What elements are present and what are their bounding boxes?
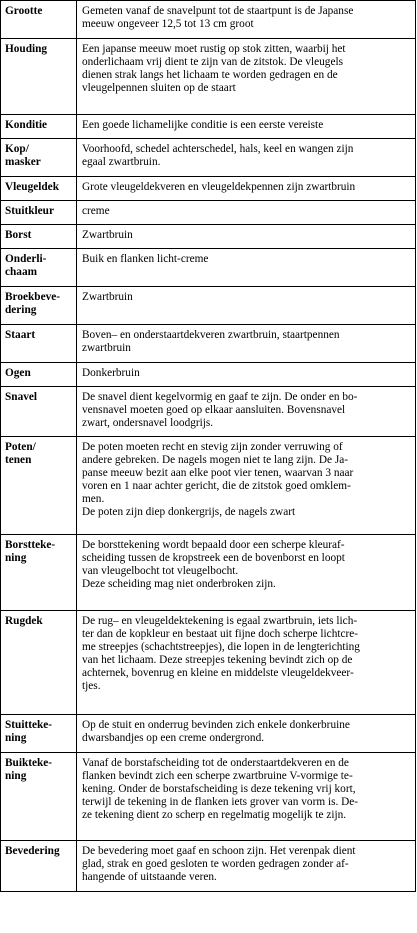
row-label-line: Konditie <box>5 119 48 131</box>
row-label <box>1 287 77 325</box>
row-label <box>1 249 77 287</box>
table-row <box>1 535 416 611</box>
row-label-line: Borst <box>5 229 32 241</box>
row-label-line: Onderli- <box>5 253 47 265</box>
standard-table-body <box>1 1 416 892</box>
table-row <box>1 177 416 201</box>
row-label-line: Bevedering <box>5 845 60 857</box>
row-description-line: egaal zwartbruin. <box>82 156 161 168</box>
table-row <box>1 325 416 363</box>
row-description-line: De bevedering moet gaaf en schoon zijn. Het verenpak dient <box>82 845 356 857</box>
table-row <box>1 39 416 115</box>
row-description <box>77 535 416 611</box>
row-description-line: Voorhoofd, schedel achterschedel, hals, keel en wangen zijn <box>82 143 354 155</box>
row-label-line: Staart <box>5 329 36 341</box>
row-description-line: hangende of uitstaande veren. <box>82 871 217 883</box>
row-description-line: Donkerbruin <box>82 367 140 379</box>
row-label-line: Buikteke- <box>5 757 53 769</box>
row-description-line: andere gebreken. De nagels mogen niet te lang zijn. De Ja- <box>82 454 348 466</box>
table-row <box>1 715 416 753</box>
row-label <box>1 39 77 115</box>
row-description <box>77 841 416 892</box>
row-label-line: chaam <box>5 266 38 278</box>
row-label <box>1 611 77 715</box>
table-row <box>1 611 416 715</box>
row-description <box>77 287 416 325</box>
row-label <box>1 1 77 39</box>
row-label-line: Stuitteke- <box>5 719 53 731</box>
row-description-line: scheiding tussen de kropstreek een de bovenborst en loopt <box>82 552 345 564</box>
row-description-line: Gemeten vanaf de snavelpunt tot de staartpunt is de Japanse <box>82 5 354 17</box>
row-description-line: vensnavel moeten goed op elkaar aansluiten. Bovensnavel <box>82 404 346 416</box>
row-label <box>1 535 77 611</box>
row-description <box>77 139 416 177</box>
row-description-line: zwartbruin <box>82 342 131 354</box>
table-row <box>1 363 416 387</box>
row-label <box>1 387 77 437</box>
row-description-line: Zwartbruin <box>82 229 133 241</box>
row-description-line: ze tekening dient zo scherp en regelmatig mogelijk te zijn. <box>82 809 347 821</box>
row-label <box>1 437 77 535</box>
row-label <box>1 225 77 249</box>
row-label-line: Ogen <box>5 367 31 379</box>
row-description <box>77 437 416 535</box>
row-description-line: Boven– en onderstaartdekveren zwartbruin, staartpennen <box>82 329 340 341</box>
row-description-line: van het lichaam. Deze streepjes tekening bevindt zich op de <box>82 654 353 666</box>
table-row <box>1 139 416 177</box>
row-description-line: me streepjes (schachtstreepjes), die lopen in de lengterichting <box>82 641 360 653</box>
row-label-line: Borstteke- <box>5 539 56 551</box>
row-description-line: Deze scheiding mag niet onderbroken zijn. <box>82 578 276 590</box>
row-label <box>1 841 77 892</box>
row-label-line: tenen <box>5 454 32 466</box>
row-description-line: De rug– en vleugeldektekening is egaal zwartbruin, iets lich- <box>82 615 358 627</box>
row-label-line: Rugdek <box>5 615 43 627</box>
table-row <box>1 437 416 535</box>
row-description-line: Een goede lichamelijke conditie is een eerste vereiste <box>82 119 324 131</box>
row-label-line: Broekbeve- <box>5 291 61 303</box>
row-label-line: ning <box>5 732 27 744</box>
table-row <box>1 201 416 225</box>
row-description-line: achternek, bovenrug en kleine en middelste vleugeldekveer- <box>82 667 354 679</box>
row-label <box>1 139 77 177</box>
row-label-line: dering <box>5 304 37 316</box>
row-description <box>77 753 416 841</box>
row-description-line: De borsttekening wordt bepaald door een scherpe kleuraf- <box>82 539 345 551</box>
row-description-line: Zwartbruin <box>82 291 133 303</box>
row-description <box>77 177 416 201</box>
row-description-line: kening. Onder de borstafscheiding is deze tekening vrij kort, <box>82 783 356 795</box>
table-row <box>1 1 416 39</box>
row-description <box>77 715 416 753</box>
table-row <box>1 753 416 841</box>
row-description-line: De poten zijn diep donkergrijs, de nagels zwart <box>82 506 296 518</box>
row-description <box>77 39 416 115</box>
table-row <box>1 387 416 437</box>
row-label-line: Houding <box>5 43 48 55</box>
row-description-line: onderlichaam vrij dient te zijn van de zitstok. De vleugels <box>82 56 344 68</box>
row-description-line: van vleugelbocht tot vleugelbocht. <box>82 565 239 577</box>
row-label-line: Vleugeldek <box>5 181 59 193</box>
row-description <box>77 225 416 249</box>
row-description-line: flanken bevindt zich een scherpe zwartbruine V-vormige te- <box>82 770 353 782</box>
row-description-line: zwart, ondersnavel loodgrijs. <box>82 417 214 429</box>
table-row <box>1 115 416 139</box>
row-description-line: De snavel dient kegelvormig en gaaf te zijn. De onder en bo- <box>82 391 358 403</box>
row-label <box>1 715 77 753</box>
row-description-line: panse meeuw bezit aan elke poot vier tenen, waarvan 3 naar <box>82 467 354 479</box>
row-label <box>1 115 77 139</box>
row-description-line: meeuw ongeveer 12,5 tot 13 cm groot <box>82 18 254 30</box>
row-label <box>1 325 77 363</box>
row-label-line: ning <box>5 770 27 782</box>
row-description <box>77 363 416 387</box>
row-description-line: tjes. <box>82 680 101 692</box>
row-description-line: Grote vleugeldekveren en vleugeldekpennen zijn zwartbruin <box>82 181 356 193</box>
row-description <box>77 611 416 715</box>
row-description-line: dienen strak langs het lichaam te worden gedragen en de <box>82 69 338 81</box>
row-description-line: Op de stuit en onderrug bevinden zich enkele donkerbruine <box>82 719 350 731</box>
row-label-line: Grootte <box>5 5 43 17</box>
row-description-line: glad, strak en goed gesloten te worden gedragen zonder af- <box>82 858 349 870</box>
row-label-line: Kop/ <box>5 143 29 155</box>
row-description-line: creme <box>82 205 110 217</box>
row-description <box>77 1 416 39</box>
row-label-line: Poten/ <box>5 441 36 453</box>
row-description-line: De poten moeten recht en stevig zijn zonder verruwing of <box>82 441 343 453</box>
row-description <box>77 325 416 363</box>
row-label <box>1 177 77 201</box>
row-description-line: men. <box>82 493 105 505</box>
row-label <box>1 753 77 841</box>
row-description-line: Een japanse meeuw moet rustig op stok zitten, waarbij het <box>82 43 346 55</box>
row-description <box>77 201 416 225</box>
row-description-line: vleugelpennen sluiten op de staart <box>82 82 236 94</box>
row-label <box>1 201 77 225</box>
row-description-line: dwarsbandjes op een creme ondergrond. <box>82 732 265 744</box>
row-label-line: masker <box>5 156 41 168</box>
row-description-line: ter dan de kopkleur en bestaat uit fijne doch scherpe lichtcre- <box>82 628 359 640</box>
row-description-line: Vanaf de borstafscheiding tot de onderstaartdekveren en de <box>82 757 349 769</box>
row-description <box>77 249 416 287</box>
table-row <box>1 841 416 892</box>
table-row <box>1 287 416 325</box>
row-description-line: terwijl de tekening in de flanken iets grover van vorm is. De- <box>82 796 359 808</box>
table-row <box>1 225 416 249</box>
row-label-line: ning <box>5 552 27 564</box>
row-description-line: Buik en flanken licht-creme <box>82 253 209 265</box>
row-label-line: Stuitkleur <box>5 205 54 217</box>
table-row <box>1 249 416 287</box>
row-description <box>77 387 416 437</box>
row-description <box>77 115 416 139</box>
row-label-line: Snavel <box>5 391 38 403</box>
row-description-line: voren en 1 naar achter gericht, die de zitstok goed omklem- <box>82 480 351 492</box>
row-label <box>1 363 77 387</box>
